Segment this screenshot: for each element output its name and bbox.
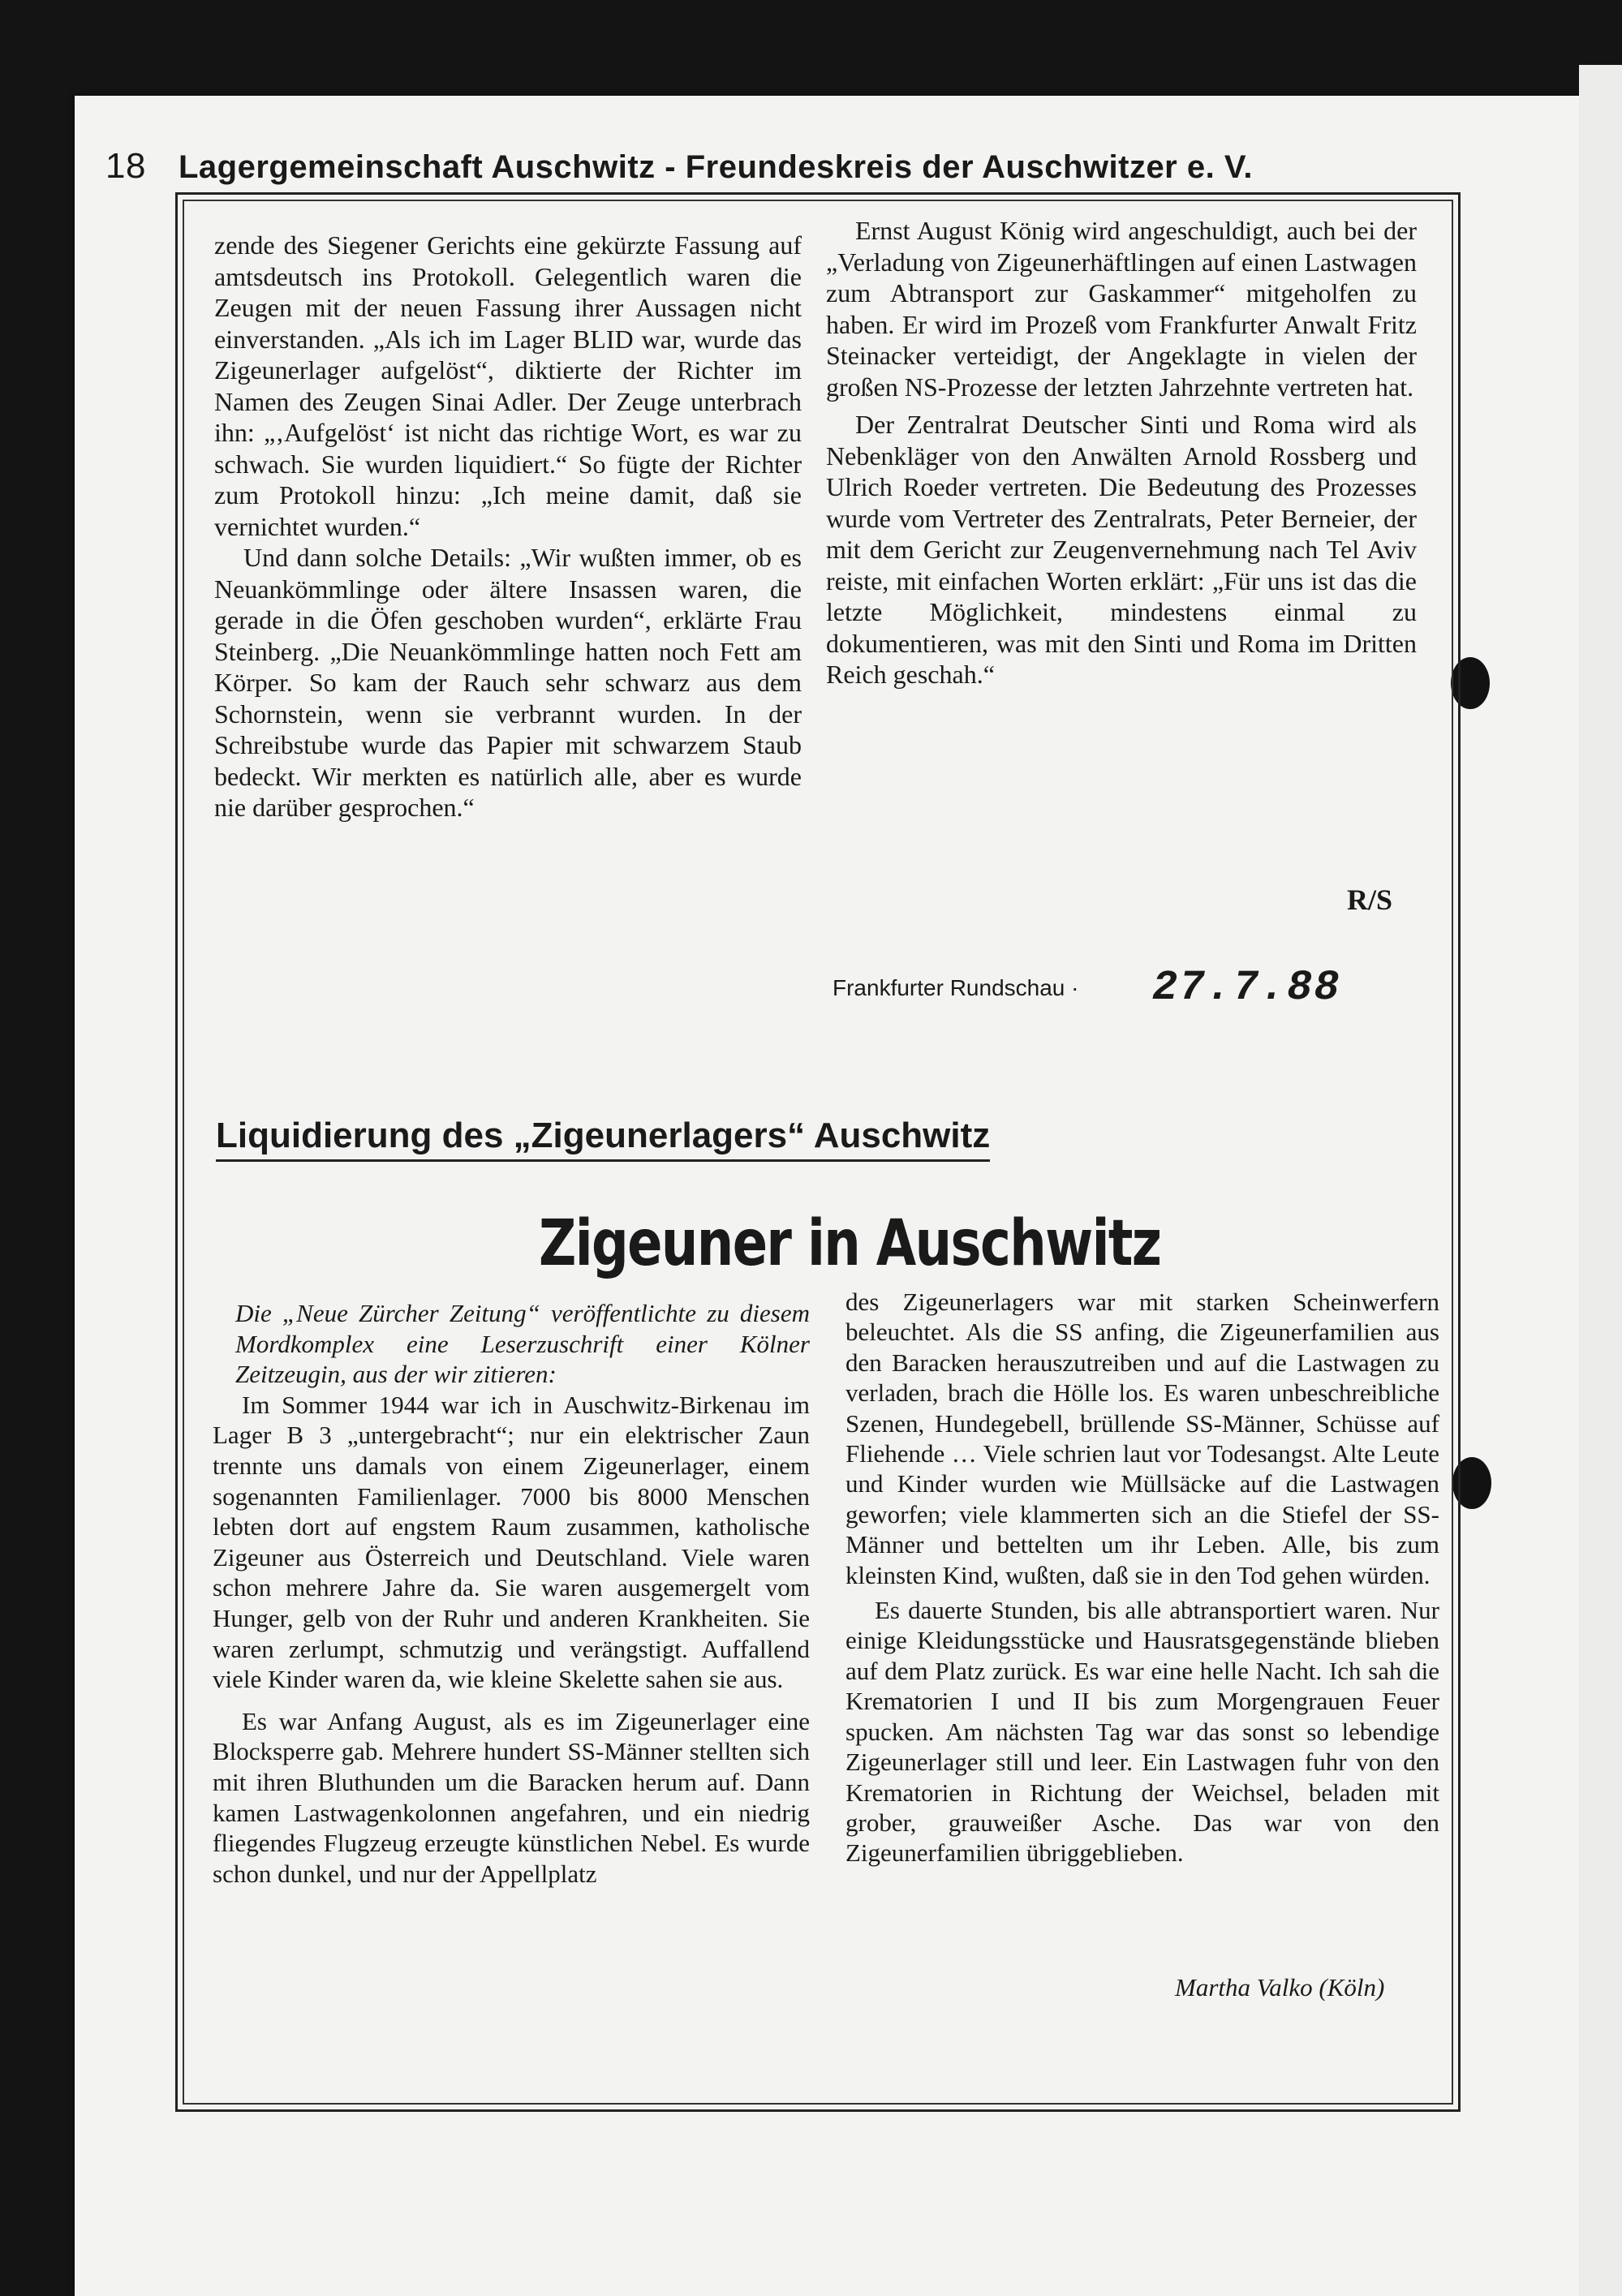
paragraph: Der Zentralrat Deutscher Sinti und Roma wird als Nebenkläger von den Anwälten Arnold Rossberg und Ulrich Roeder vertreten. Die Bedeutung des Prozesses wurde vom Vertreter des Zentralrats, Peter Berneier, der mit dem Gericht zur Zeugenvernehmung nach Tel Aviv reiste, mit einfachen Worten erklärt: „Für uns ist das die letzte Möglichkeit, mindestens einmal zu dokumentieren, was mit den Sinti und Roma im Dritten Reich geschah.“	[826, 410, 1417, 689]
article1-column-left	[214, 230, 802, 823]
handwritten-date: 27.7.88	[1152, 964, 1341, 1012]
paragraph: Im Sommer 1944 war ich in Auschwitz-Birkenau im Lager B 3 „untergebracht“; nur ein elektrischer Zaun trennte uns damals von einem Zigeunerlager, einem sogenannten Familienlager. 7000 bis 8000 Menschen lebten dort auf engstem Raum zusammen, katholische Zigeuner aus Österreich und Deutschland. Viele waren schon mehrere Jahre da. Sie waren ausgemergelt vom Hunger, gelb von der Ruhr und anderen Krankheiten. Sie waren zerlumpt, schmutzig und verängstigt. Auffallend viele Kinder waren da, wie kleine Skelette sahen sie aus.	[213, 1390, 810, 1694]
page-header	[105, 146, 1452, 187]
publication-title: Lagergemeinschaft Auschwitz - Freundeskreis der Auschwitzer e. V.	[178, 149, 1253, 185]
paragraph: des Zigeunerlagers war mit starken Scheinwerfern beleuchtet. Als die SS anfing, die Zigeunerfamilien aus den Baracken herauszutreiben und auf die Lastwagen zu verladen, brach die Hölle los. Es waren unbeschreibliche Szenen, Hundegebell, brüllende SS-Männer, Schüsse auf Fliehende … Viele schrien laut vor Todesangst. Alte Leute und Kinder wurden wie Müllsäcke auf die Lastwagen geworfen; viele klammerten sich an die Stiefel der SS-Männer und bettelten um ihr Leben. Alle, bis zum kleinsten Kind, wußten, daß sie in den Tod gehen würden.	[845, 1288, 1439, 1589]
page-number: 18	[105, 146, 146, 186]
article1-signature: R/S	[1347, 884, 1393, 916]
article-headline: Zigeuner in Auschwitz	[539, 1207, 1161, 1280]
paragraph: Es war Anfang August, als es im Zigeunerlager eine Blocksperre gab. Mehrere hundert SS-Männer stellten sich mit ihren Bluthunden um die Baracken herum auf. Dann kamen Lastwagenkolonnen angefahren, und ein niedrig fliegendes Flugzeug erzeugte künstlichen Nebel. Es wurde schon dunkel, und nur der Appellplatz	[213, 1706, 810, 1888]
article2-lead: Die „Neue Zürcher Zeitung“ veröffentlichte zu diesem Mordkomplex eine Leserzuschrift einer Kölner Zeitzeugin, aus der wir zitieren:	[235, 1299, 810, 1389]
article2-column-left	[213, 1298, 810, 1889]
article2-column-right	[845, 1287, 1439, 1868]
paragraph: Es dauerte Stunden, bis alle abtransportiert waren. Nur einige Kleidungsstücke und Hausratsgegenstände blieben auf dem Platz zurück. Es war eine helle Nacht. Ich sah die Krematorien I und II bis zum Morgengrauen Feuer spucken. Am nächsten Tag war das sonst so lebendige Zigeunerlager still und leer. Ein Lastwagen fuhr von den Krematorien in Richtung der Weichsel, beladen mit grober, grauweißer Asche. Das war von den Zigeunerfamilien übriggeblieben.	[845, 1596, 1439, 1868]
paragraph: zende des Siegener Gerichts eine gekürzte Fassung auf amtsdeutsch ins Protokoll. Gelegentlich waren die Zeugen mit der neuen Fassung ihrer Aussagen nicht einverstanden. „Als ich im Lager BLID war, wurde das Zigeunerlager aufgelöst“, diktierte der Richter im Namen des Zeugen Sinai Adler. Der Zeuge unterbrach ihn: „‚Aufgelöst‘ ist nicht das richtige Wort, es war zu schwach. Sie wurden liquidiert.“ So fügte der Richter zum Protokoll hinzu: „Ich meine damit, daß sie vernichtet wurden.“	[214, 230, 802, 541]
article2-author: Martha Valko (Köln)	[1175, 1973, 1385, 2001]
paragraph: Ernst August König wird angeschuldigt, auch bei der „Verladung von Zigeunerhäftlingen auf einen Lastwagen zum Abtransport zur Gaskammer“ mitgeholfen zu haben. Er wird im Prozeß vom Frankfurter Anwalt Fritz Steinacker verteidigt, der Angeklagte in vielen der großen NS-Prozesse der letzten Jahrzehnte vertreten hat.	[826, 216, 1417, 402]
section-title: Liquidierung des „Zigeunerlagers“ Auschwitz	[216, 1116, 990, 1162]
article1-source: Frankfurter Rundschau ·	[833, 975, 1079, 1000]
article1-column-right	[826, 215, 1417, 690]
next-page-edge	[1579, 65, 1622, 2296]
paragraph: Und dann solche Details: „Wir wußten immer, ob es Neuankömmlinge oder ältere Insassen waren, die gerade in die Öfen geschoben wurden“, erklärte Frau Steinberg. „Die Neuankömmlinge hatten noch Fett am Körper. So kam der Rauch sehr schwarz aus dem Schornstein, wenn sie verbrannt wurden. In der Schreibstube wurde das Papier mit schwarzem Staub bedeckt. Wir merkten es natürlich alle, aber es wurde nie darüber gesprochen.“	[214, 543, 802, 822]
